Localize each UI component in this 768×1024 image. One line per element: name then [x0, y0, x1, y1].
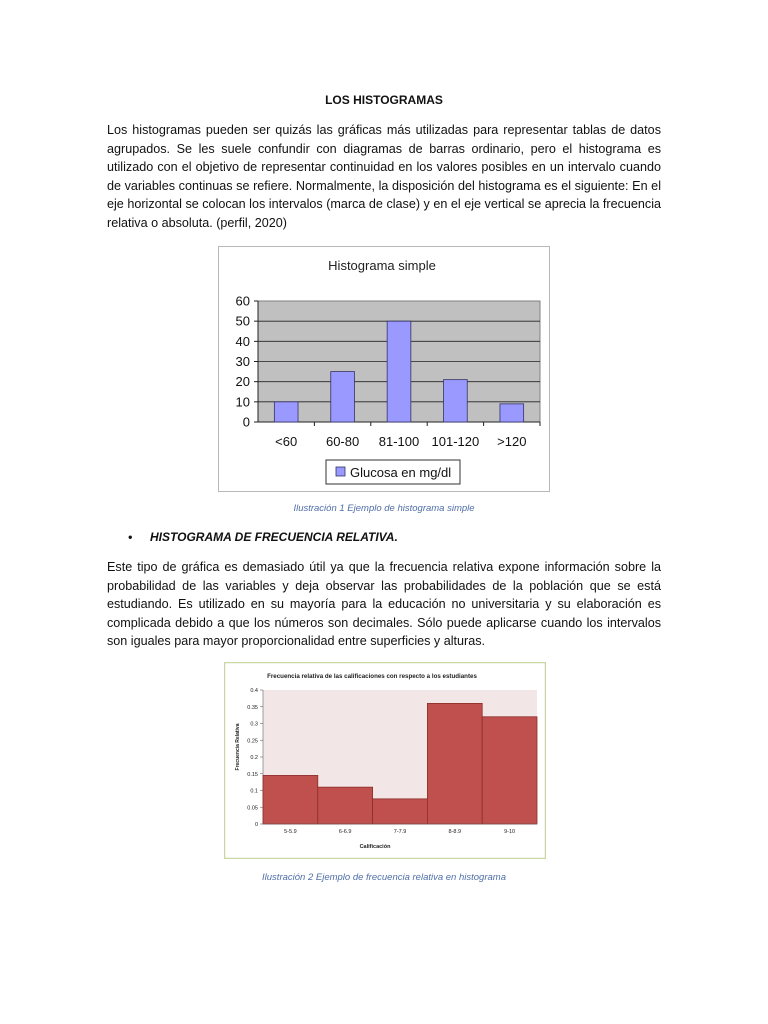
chart2-y-tick-label: 0.2	[250, 755, 258, 761]
chart2-x-tick-label: 6-6.9	[338, 829, 352, 835]
chart1-x-tick-label: <60	[275, 434, 298, 449]
chart2-bar	[373, 799, 428, 824]
chart2-y-tick-label: 0.4	[250, 688, 258, 694]
figure-simple-histogram	[218, 246, 550, 492]
bullet-dot: •	[128, 530, 133, 544]
chart2-y-tick-label: 0.15	[247, 771, 258, 778]
chart1-legend-label: Glucosa en mg/dl	[350, 465, 452, 480]
relative-frequency-paragraph: Este tipo de gráfica es demasiado útil ya que la frecuencia relativa expone información sobre la probabilidad de las variables y deja observar las probabilidades de la población que se está estudiando. Es utilizado en su mayoría para la educación no universitaria y su elaboración es complicada debido a que los números son decimales. Sólo puede aplicarse cuando los intervalos son iguales para mayor proporcionalidad entre superficies y alturas.	[107, 560, 661, 649]
chart2-x-tick-label: 7-7.9	[393, 829, 407, 835]
chart1-x-tick-label: 101-120	[431, 434, 480, 449]
chart1-y-tick-label: 20	[235, 374, 250, 390]
chart1-bar	[500, 404, 524, 422]
chart1-bar	[274, 402, 298, 422]
simple-histogram-chart	[218, 246, 550, 492]
chart1-x-tick-label: 81-100	[378, 434, 420, 449]
chart1-bar	[387, 321, 411, 422]
relative-frequency-heading: HISTOGRAMA DE FRECUENCIA RELATIVA.	[150, 530, 398, 544]
chart2-y-tick-label: 0.1	[250, 788, 258, 795]
relative-frequency-chart	[224, 662, 546, 859]
chart2-bar	[427, 703, 482, 824]
chart1-y-tick-label: 10	[235, 394, 250, 410]
chart2-y-tick-label: 0.35	[247, 704, 258, 711]
chart2-y-tick-label: 0	[254, 822, 258, 828]
chart1-bar	[444, 380, 468, 422]
intro-paragraph: Los histogramas pueden ser quizás las gráficas más utilizadas para representar tablas de datos agrupados. Se les suele confundir con diagramas de barras ordinario, pero el histograma es utilizado con el objetivo de representar continuidad en los valores posibles en un intervalo cuando de variables continuas se refiere. Normalmente, la disposición del histograma es el siguiente: En el eje horizontal se colocan los intervalos (marca de clase) y en el eje vertical se aprecia la frecuencia relativa o absoluta. (perfil, 2020)	[107, 123, 661, 230]
figure2-caption: Ilustración 2 Ejemplo de frecuencia relativa en histograma	[262, 872, 506, 883]
chart2-title: Frecuencia relativa de las calificaciones con respecto a los estudiantes	[267, 673, 477, 680]
chart2-bar	[263, 775, 318, 824]
chart1-title: Histograma simple	[328, 258, 436, 273]
chart1-y-tick-label: 50	[235, 313, 250, 329]
figure-relative-frequency	[224, 662, 546, 859]
chart1-x-tick-label: 60-80	[325, 434, 360, 449]
chart1-x-tick-label: >120	[497, 434, 527, 449]
page-title: LOS HISTOGRAMAS	[325, 93, 443, 107]
chart2-x-tick-label: 9-10	[504, 829, 516, 835]
chart2-y-axis-label: Frecuencia Relativa	[235, 723, 241, 771]
chart1-legend-swatch	[336, 467, 345, 476]
chart2-bar	[318, 787, 373, 824]
chart1-y-tick-label: 40	[235, 333, 250, 349]
chart2-x-tick-label: 5-5.9	[284, 829, 297, 835]
chart2-bar	[482, 717, 537, 824]
chart2-x-axis-label: Calificación	[359, 844, 391, 850]
chart1-y-tick-label: 60	[235, 293, 250, 309]
chart2-y-tick-label: 0.25	[247, 738, 258, 745]
chart2-y-tick-label: 0.3	[250, 721, 258, 728]
chart1-y-tick-label: 0	[242, 414, 250, 430]
figure1-caption: Ilustración 1 Ejemplo de histograma simple	[293, 503, 475, 514]
chart1-bar	[331, 372, 355, 422]
chart1-y-tick-label: 30	[235, 354, 250, 369]
chart2-x-tick-label: 8-8.9	[448, 829, 462, 835]
chart2-y-tick-label: 0.05	[247, 805, 258, 812]
